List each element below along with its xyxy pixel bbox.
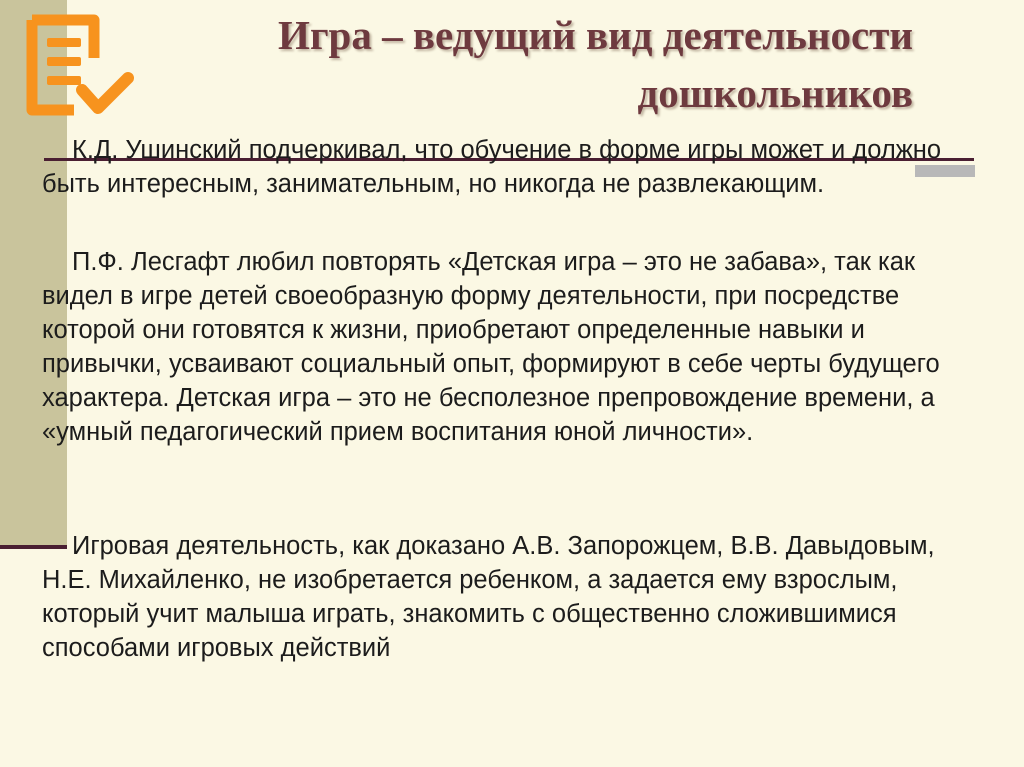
paragraph-lesgaft: П.Ф. Лесгафт любил повторять «Детская игра – это не забава», так как видел в игре детей своеобразную форму деятельности, при посредстве которой они готовятся к жизни, приобретают определенные навыки и привычки, усваивают социальный опыт, формируют в себе черты будущего характера. Детская игра – это не бесполезное препровождение времени, а «умный педагогический прием воспитания юной личности». xyxy=(42,248,940,446)
paragraph-game-activity: Игровая деятельность, как доказано А.В. Запорожцем, В.В. Давыдовым, Н.Е. Михайленко, не изобретается ребенком, а задается ему взрослым, который учит малыша играть, знакомить с общественно сложившимися способами игровых действий xyxy=(42,532,935,662)
slide-title-line-2: дошкольников xyxy=(637,70,913,116)
paragraph-ushinsky: К.Д. Ушинский подчеркивал, что обучение в форме игры может и должно быть интересным, занимательным, но никогда не развлекающим. xyxy=(42,136,942,198)
document-checklist-icon xyxy=(24,12,134,124)
slide-title-line-1: Игра – ведущий вид деятельности xyxy=(278,12,913,58)
slide-title xyxy=(150,6,913,122)
